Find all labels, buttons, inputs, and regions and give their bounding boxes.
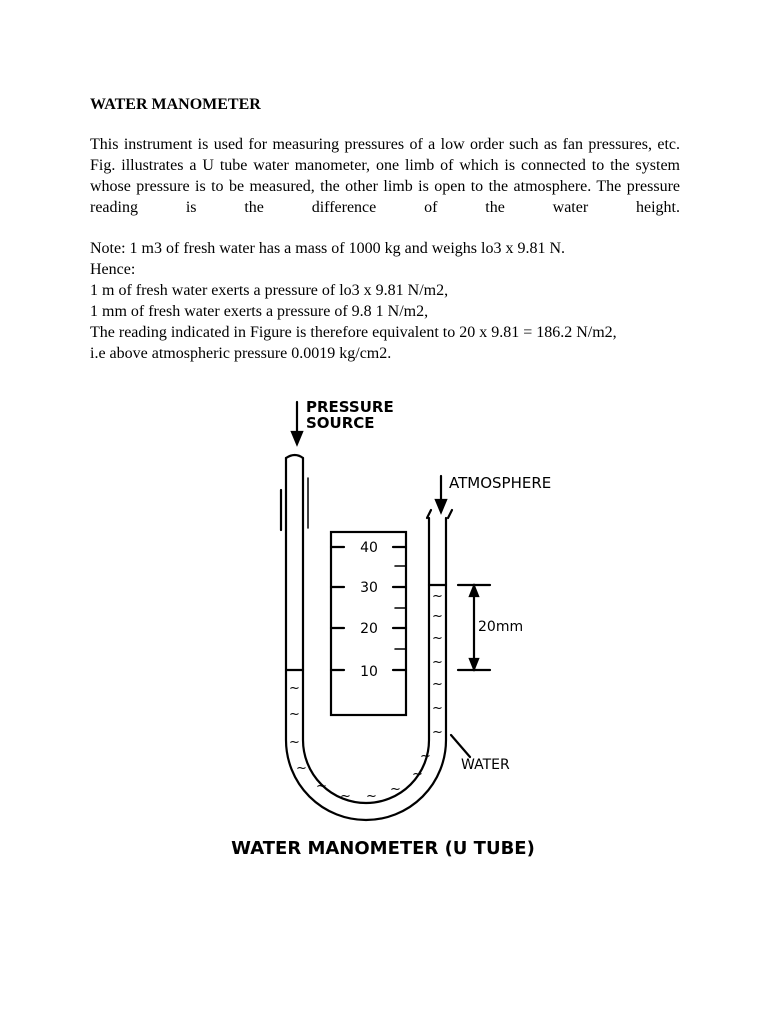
svg-text:~: ~ bbox=[432, 677, 443, 692]
svg-text:~: ~ bbox=[289, 735, 300, 750]
atmosphere-label: ATMOSPHERE bbox=[449, 474, 552, 492]
note-line: i.e above atmospheric pressure 0.0019 kg/cm2. bbox=[90, 345, 392, 362]
svg-text:~: ~ bbox=[432, 725, 443, 740]
scale-tick-label: 20 bbox=[360, 621, 378, 637]
svg-text:~: ~ bbox=[432, 609, 443, 624]
svg-text:~: ~ bbox=[412, 767, 423, 782]
svg-text:~: ~ bbox=[432, 655, 443, 670]
manometer-figure bbox=[0, 380, 768, 880]
note-line: 1 mm of fresh water exerts a pressure of 9.8 1 N/m2, bbox=[90, 303, 429, 320]
water-label: WATER bbox=[461, 757, 510, 773]
svg-text:~: ~ bbox=[432, 701, 443, 716]
svg-text:~: ~ bbox=[366, 789, 377, 804]
svg-text:~: ~ bbox=[390, 782, 401, 797]
pressure-source-label: PRESSURE bbox=[306, 398, 394, 416]
note-line: 1 m of fresh water exerts a pressure of lo3 x 9.81 N/m2, bbox=[90, 282, 449, 299]
page-title: WATER MANOMETER bbox=[90, 96, 261, 113]
svg-text:~: ~ bbox=[432, 631, 443, 646]
note-line: Hence: bbox=[90, 261, 136, 278]
svg-text:~: ~ bbox=[289, 681, 300, 696]
description-paragraph: This instrument is used for measuring pressures of a low order such as fan pressures, etc. Fig. illustrates a U tube water manometer, one limb of which is connected to the system whose pressure is to be measured, the other limb is open to the atmosphere. The pressure reading is the difference of the water height. bbox=[90, 136, 680, 216]
scale-tick-label: 10 bbox=[360, 664, 378, 680]
notes-block bbox=[90, 238, 680, 364]
pressure-source-label: SOURCE bbox=[306, 414, 375, 432]
water-pointer-line bbox=[451, 735, 470, 757]
note-line: The reading indicated in Figure is therefore equivalent to 20 x 9.81 = 186.2 N/m2, bbox=[90, 324, 617, 341]
atmosphere-arrow bbox=[436, 476, 446, 512]
svg-text:~: ~ bbox=[420, 749, 431, 764]
svg-text:~: ~ bbox=[296, 761, 307, 776]
figure-caption: WATER MANOMETER (U TUBE) bbox=[231, 838, 535, 859]
pressure-source-arrow bbox=[292, 402, 302, 444]
scale-tick-label: 40 bbox=[360, 540, 378, 556]
note-line: Note: 1 m3 of fresh water has a mass of 1000 kg and weighs lo3 x 9.81 N. bbox=[90, 240, 566, 257]
svg-text:~: ~ bbox=[316, 779, 327, 794]
svg-text:~: ~ bbox=[432, 589, 443, 604]
svg-text:~: ~ bbox=[289, 707, 300, 722]
difference-label: 20mm bbox=[478, 619, 524, 635]
svg-text:~: ~ bbox=[340, 789, 351, 804]
scale-tick-label: 30 bbox=[360, 580, 378, 596]
